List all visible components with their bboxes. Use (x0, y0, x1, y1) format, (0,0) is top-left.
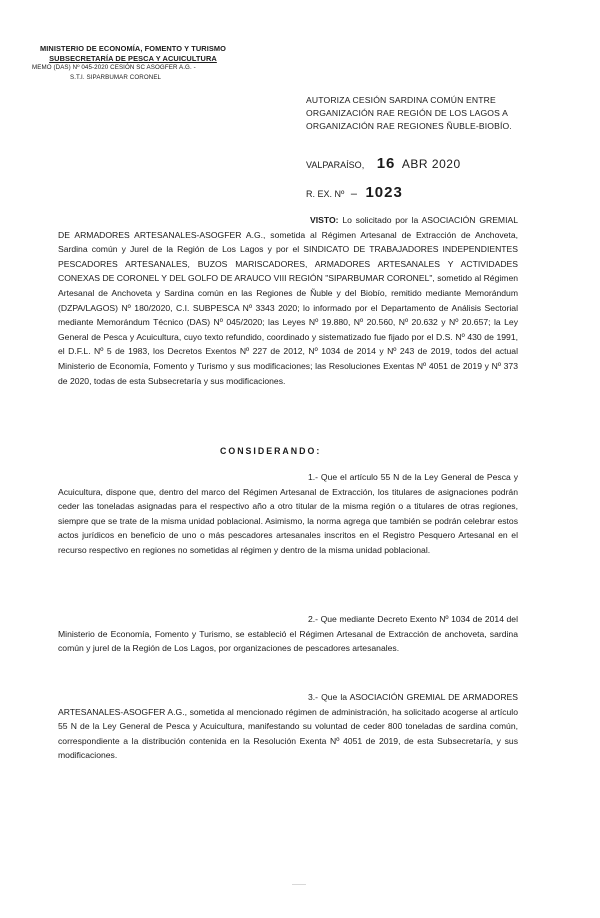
date-day: 16 (376, 155, 396, 172)
letterhead (18, 44, 248, 82)
page-mark (292, 884, 306, 885)
date-month-year: ABR 2020 (401, 157, 461, 171)
subsecretaria-name: SUBSECRETARÍA DE PESCA Y ACUICULTURA (49, 53, 217, 63)
visto-paragraph (58, 213, 518, 388)
ministry-name: MINISTERIO DE ECONOMÍA, FOMENTO Y TURISMO (39, 44, 226, 53)
rex-dash: – (350, 188, 357, 200)
visto-text: Lo solicitado por la ASOCIACIÓN GREMIAL DE ARMADORES ARTESANALES-ASOGFER A.G., sometida al Régimen Artesanal de Extracción de Anchoveta, Sardina común y Jurel de la Región de Los Lagos y por el SINDICATO DE TRABAJADORES INDEPENDIENTES PESCADORES ARTESANALES, BUZOS MARISCADORES, ARMADORES ARTESANALES Y ACTIVIDADES CONEXAS DE CORONEL Y DEL GOLFO DE ARAUCO VIII REGIÓN "SIPARBUMAR CORONEL", sometido al Régimen Artesanal de Anchoveta y Sardina común en las Regiones de Ñuble y del Biobío, remitido mediante Memorándum (DZPA/LAGOS) Nº 180/2020, C.I. SUBPESCA Nº 3343 2020; lo informado por el Departamento de Análisis Sectorial mediante Memorándum Técnico (DAS) Nº 045/2020; las Leyes Nº 19.880, Nº 20.560, Nº 20.632 y Nº 20.657; la Ley General de Pesca y Acuicultura, cuyo texto refundido, coordinado y sistematizado fue fijado por el D.S. Nº 430 de 1991, el D.F.L. Nº 5 de 1983, los Decretos Exentos Nº 227 de 2012, Nº 1034 de 2014 y Nº 243 de 2019, todos del actual Ministerio de Economía, Fomento y Turismo y sus modificaciones; las Resoluciones Exentas Nº 4051 de 2019 y Nº 373 de 2020, todas de esta Subsecretaría y sus modificaciones. (58, 215, 518, 386)
visto-label: VISTO: (310, 215, 339, 225)
considerando-paragraph-1: 1.- Que el artículo 55 N de la Ley General de Pesca y Acuicultura, dispone que, dentro del marco del Régimen Artesanal de Extracción, los titulares de asignaciones podrán ceder las toneladas asignadas para el respectivo año a otro titular de la misma región o a titulares de otras regiones, siempre que se trate de la misma unidad poblacional. Asimismo, la norma agrega que también se podrán celebrar estos actos jurídicos en beneficio de uno o más pescadores artesanales inscritos en el Registro Pesquero Artesanal en el recurso respectivo en regiones no sometidas al régimen y dentro de la misma unidad poblacional. (58, 472, 518, 555)
considerando-paragraph-2: 2.- Que mediante Decreto Exento Nº 1034 de 2014 del Ministerio de Economía, Fomento y Turismo, se estableció el Régimen Artesanal de Extracción de anchoveta, sardina común y jurel de la Región de Los Lagos, por organizaciones de pescadores artesanales. (58, 614, 518, 654)
rex-label: R. EX. Nº (306, 189, 345, 199)
resolution-number (306, 184, 403, 201)
date-city: VALPARAÍSO, (306, 160, 365, 170)
sti-reference: S.T.I. SIPARBUMAR CORONEL (70, 73, 162, 81)
rex-number: 1023 (365, 184, 403, 201)
memo-reference: MEMO (DAS) Nº 045-2020 CESIÓN SC ASOGFER A.G. - (32, 64, 196, 72)
resolution-date (306, 155, 461, 172)
resolution-title: AUTORIZA CESIÓN SARDINA COMÚN ENTRE ORGANIZACIÓN RAE REGIÓN DE LOS LAGOS A ORGANIZACIÓN RAE REGIONES ÑUBLE-BIOBÍO. (306, 95, 512, 131)
considerando-heading: CONSIDERANDO: (220, 446, 322, 456)
considerando-paragraph-3: 3.- Que la ASOCIACIÓN GREMIAL DE ARMADORES ARTESANALES-ASOGFER A.G., sometida al mencionado régimen de administración, ha solicitado acogerse al artículo 55 N de la Ley General de Pesca y Acuicultura, manifestando su voluntad de ceder 800 toneladas de sardina común, correspondiente a la distribución contenida en la Resolución Exenta Nº 4051 de 2019, de esta Subsecretaría, y sus modificaciones. (58, 692, 518, 761)
